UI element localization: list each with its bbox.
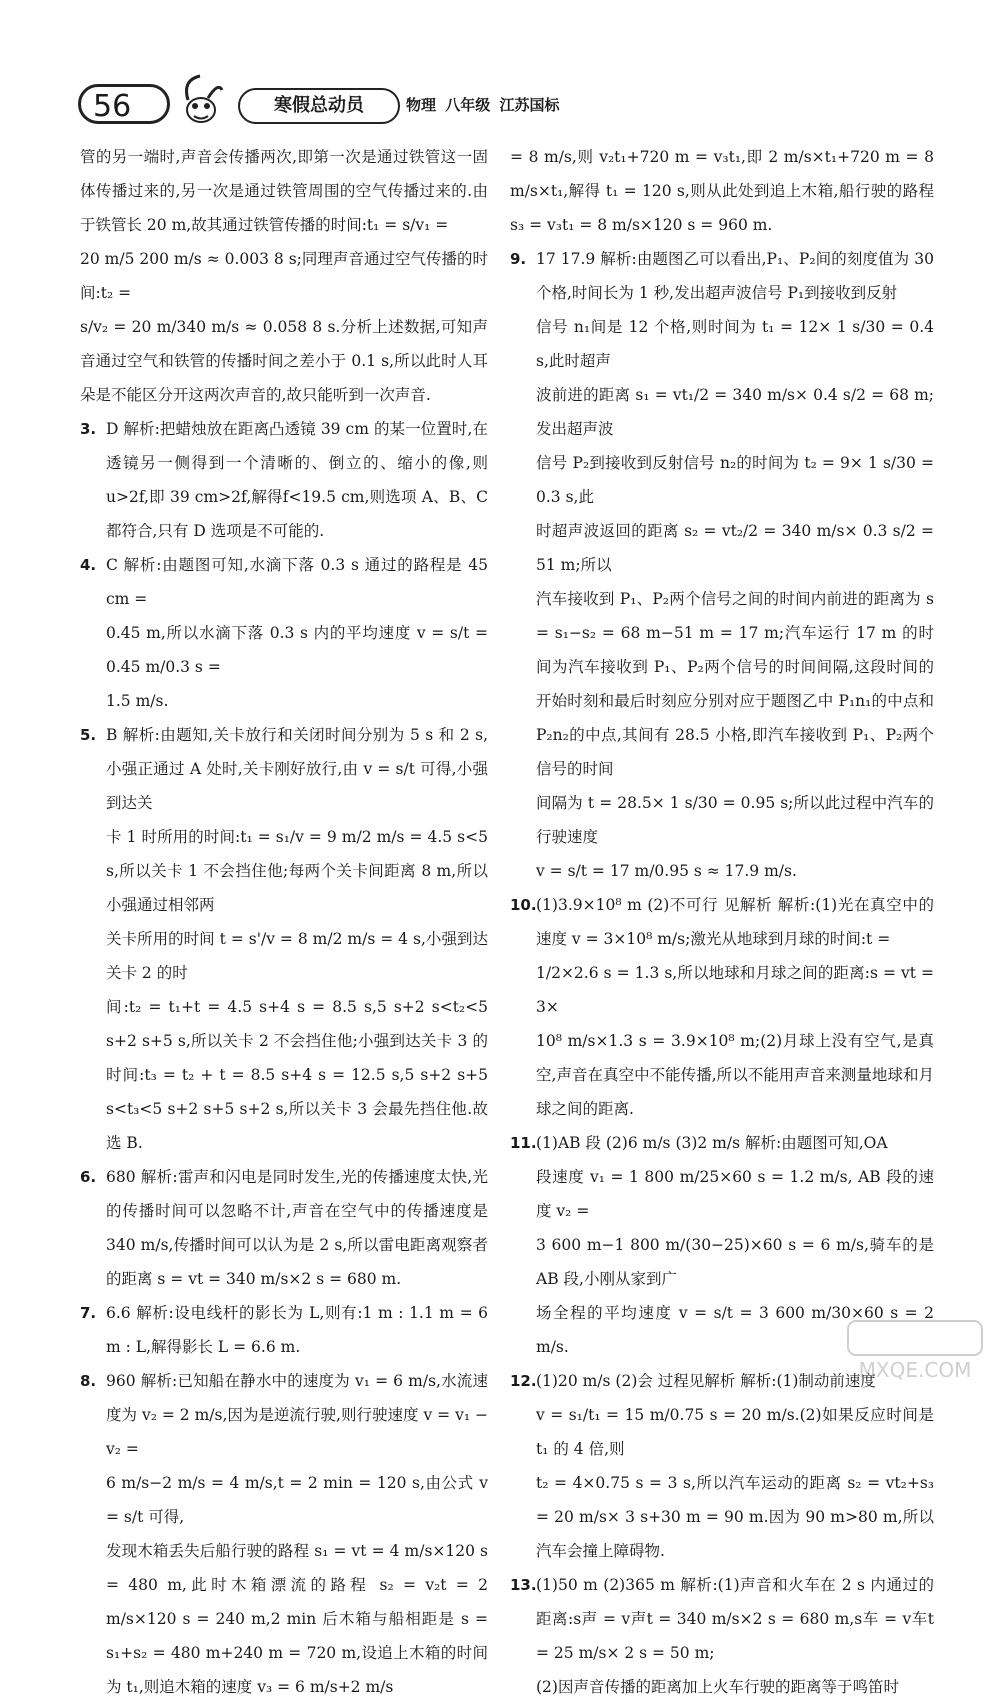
answer-item-10 (510, 888, 934, 1126)
answer-text: v = s/t = 17 m/0.95 s ≈ 17.9 m/s. (536, 862, 797, 880)
answer-text: 波前进的距离 s₁ = vt₁/2 = 340 m/s× 0.4 s/2 = 68 m;发出超声波 (536, 386, 934, 438)
item-number: 12. (510, 1372, 537, 1390)
answer-text: (2)因声音传播的距离加上火车行驶的距离等于鸣笛时 (536, 1678, 899, 1696)
answer-text: B 解析:由题知,关卡放行和关闭时间分别为 5 s 和 2 s,小强正通过 A 处时,关卡刚好放行,由 v = s/t 可得,小强到达关 (106, 726, 488, 812)
answer-text: 6 m/s−2 m/s = 4 m/s,t = 2 min = 120 s,由公式 v = s/t 可得, (106, 1474, 488, 1526)
answer-text: t₂ = 4×0.75 s = 3 s,所以汽车运动的距离 s₂ = vt₂+s₃ = 20 m/s× 3 s+30 m = 90 m.因为 90 m>80 m,所以汽车会撞上障碍物. (536, 1474, 934, 1560)
watermark-text: MXQE.COM (858, 1358, 972, 1382)
answer-text: 10⁸ m/s×1.3 s = 3.9×10⁸ m;(2)月球上没有空气,是真空,声音在真空中不能传播,所以不能用声音来测量地球和月球之间的距离. (536, 1032, 934, 1118)
item-number: 5. (80, 726, 97, 744)
answer-item-6 (80, 1160, 488, 1296)
answer-text: 960 解析:已知船在静水中的速度为 v₁ = 6 m/s,水流速度为 v₂ = 2 m/s,因为是逆流行驶,则行驶速度 v = v₁ − v₂ = (106, 1372, 488, 1458)
answer-item-8 (80, 1364, 488, 1704)
left-column (80, 140, 488, 1704)
answer-text: 信号 P₂到接收到反射信号 n₂的时间为 t₂ = 9× 1 s/30 = 0.3 s,此 (536, 454, 934, 506)
paragraph: 管的另一端时,声音会传播两次,即第一次是通过铁管这一固体传播过来的,另一次是通过铁管周围的空气传播过来的.由于铁管长 20 m,故其通过铁管传播的时间:t₁ = s/v₁ = (80, 148, 488, 234)
item-number: 10. (510, 896, 537, 914)
answer-text: 间隔为 t = 28.5× 1 s/30 = 0.95 s;所以此过程中汽车的行驶速度 (536, 794, 934, 846)
answer-text: 6.6 解析:设电线杆的影长为 L,则有:1 m : 1.1 m = 6 m : L,解得影长 L = 6.6 m. (106, 1304, 488, 1356)
item-number: 8. (80, 1372, 97, 1390)
answer-text: 信号 n₁间是 12 个格,则时间为 t₁ = 12× 1 s/30 = 0.4 s,此时超声 (536, 318, 934, 370)
paragraph: 20 m/5 200 m/s ≈ 0.003 8 s;同理声音通过空气传播的时间:t₂ = (80, 250, 488, 302)
answer-text: D 解析:把蜡烛放在距离凸透镜 39 cm 的某一位置时,在透镜另一侧得到一个清晰的、倒立的、缩小的像,则 u>2f,即 39 cm>2f,解得f<19.5 cm,则选项 A、B、C 都符合,只有 D 选项是不可能的. (106, 420, 488, 540)
item-number: 9. (510, 250, 527, 268)
paragraph: = 8 m/s,则 v₂t₁+720 m = v₃t₁,即 2 m/s×t₁+720 m = 8 m/s×t₁,解得 t₁ = 120 s,则从此处到追上木箱,船行驶的路程 s₃ = v₃t₁ = 8 m/s×120 s = 960 m. (510, 148, 934, 234)
page-header (70, 70, 950, 125)
answer-text: (1)3.9×10⁸ m (2)不可行 见解析 解析:(1)光在真空中的速度 v = 3×10⁸ m/s;激光从地球到月球的时间:t = (536, 896, 934, 948)
item-number: 4. (80, 556, 97, 574)
answer-text: 间:t₂ = t₁+t = 4.5 s+4 s = 8.5 s,5 s+2 s<t₂<5 s+2 s+5 s,所以关卡 2 不会挡住他;小强到达关卡 3 的时间:t₃ = t₂ + t = 8.5 s+4 s = 12.5 s,5 s+2 s+5 s<t₃<5 s+2 s+5 s+2 s,所以关卡 3 会最先挡住他.故选 B. (106, 998, 488, 1152)
item-number: 13. (510, 1576, 537, 1594)
answer-text: (1)20 m/s (2)会 过程见解析 解析:(1)制动前速度 (536, 1372, 876, 1390)
book-title: 寒假总动员 (238, 88, 400, 124)
item-number: 6. (80, 1168, 97, 1186)
page-number: 56 (78, 84, 170, 124)
item-number: 11. (510, 1134, 537, 1152)
answer-item-9 (510, 242, 934, 888)
answer-text: 17 17.9 解析:由题图乙可以看出,P₁、P₂间的刻度值为 30 个格,时间长为 1 秒,发出超声波信号 P₁到接收到反射 (536, 250, 934, 302)
answer-text: 卡 1 时所用的时间:t₁ = s₁/v = 9 m/2 m/s = 4.5 s<5 s,所以关卡 1 不会挡住他;每两个关卡间距离 8 m,所以小强通过相邻两 (106, 828, 488, 914)
answer-text: v = s₁/t₁ = 15 m/0.75 s = 20 m/s.(2)如果反应时间是 t₁ 的 4 倍,则 (536, 1406, 934, 1458)
answer-text: 时超声波返回的距离 s₂ = vt₂/2 = 340 m/s× 0.3 s/2 = 51 m;所以 (536, 522, 934, 574)
watermark-logo (840, 1315, 990, 1385)
item-number: 3. (80, 420, 97, 438)
paragraph: s/v₂ = 20 m/340 m/s ≈ 0.058 8 s.分析上述数据,可知声音通过空气和铁管的传播时间之差小于 0.1 s,所以此时人耳朵是不能区分开这两次声音的,故只能听到一次声音. (80, 318, 488, 404)
answer-item-3 (80, 412, 488, 548)
answer-text: 发现木箱丢失后船行驶的路程 s₁ = vt = 4 m/s×120 s = 480 m,此时木箱漂流的路程 s₂ = v₂t = 2 m/s×120 s = 240 m,2 min 后木箱与船相距是 s = s₁+s₂ = 480 m+240 m = 720 m,设追上木箱的时间为 t₁,则追木箱的速度 v₃ = 6 m/s+2 m/s (106, 1542, 488, 1696)
answer-text: 段速度 v₁ = 1 800 m/25×60 s = 1.2 m/s, AB 段的速度 v₂ = (536, 1168, 934, 1220)
item-number: 7. (80, 1304, 97, 1322)
answer-text: (1)50 m (2)365 m 解析:(1)声音和火车在 2 s 内通过的距离:s声 = v声t = 340 m/s×2 s = 680 m,s车 = v车t = 25 m/s× 2 s = 50 m; (536, 1576, 934, 1662)
answer-text: 680 解析:雷声和闪电是同时发生,光的传播速度太快,光的传播时间可以忽略不计,声音在空气中的传播速度是 340 m/s,传播时间可以认为是 2 s,所以雷电距离观察者的距离 s = vt = 340 m/s×2 s = 680 m. (106, 1168, 488, 1288)
answer-text: 1.5 m/s. (106, 692, 169, 710)
answer-text: 汽车接收到 P₁、P₂两个信号之间的时间内前进的距离为 s = s₁−s₂ = 68 m−51 m = 17 m;汽车运行 17 m 的时间为汽车接收到 P₁、P₂两个信号的时间间隔,这段时间的开始时刻和最后时刻应分别对应于题图乙中 P₁n₁的中点和 P₂n₂的中点,其间有 28.5 小格,即汽车接收到 P₁、P₂两个信号的时间 (536, 590, 934, 778)
answer-text: (1)AB 段 (2)6 m/s (3)2 m/s 解析:由题图可知,OA (536, 1134, 888, 1152)
answer-text: 3 600 m−1 800 m/(30−25)×60 s = 6 m/s,骑车的是 AB 段,小刚从家到广 (536, 1236, 934, 1288)
mascot-icon (178, 70, 224, 128)
answer-text: 1/2×2.6 s = 1.3 s,所以地球和月球之间的距离:s = vt = 3× (536, 964, 934, 1016)
answer-item-4 (80, 548, 488, 718)
answer-text: 关卡所用的时间 t = s'/v = 8 m/2 m/s = 4 s,小强到达关卡 2 的时 (106, 930, 488, 982)
right-column (510, 140, 934, 1704)
answer-text: 0.45 m,所以水滴下落 0.3 s 内的平均速度 v = s/t = 0.45 m/0.3 s = (106, 624, 488, 676)
answer-text: 场全程的平均速度 v = s/t = 3 600 m/30×60 s = 2 m/s. (536, 1304, 934, 1356)
answer-item-5 (80, 718, 488, 1160)
answer-item-7 (80, 1296, 488, 1364)
answer-text: C 解析:由题图可知,水滴下落 0.3 s 通过的路程是 45 cm = (106, 556, 488, 608)
book-info: 物理 八年级 江苏国标 (406, 96, 560, 114)
answer-item-13 (510, 1568, 934, 1704)
